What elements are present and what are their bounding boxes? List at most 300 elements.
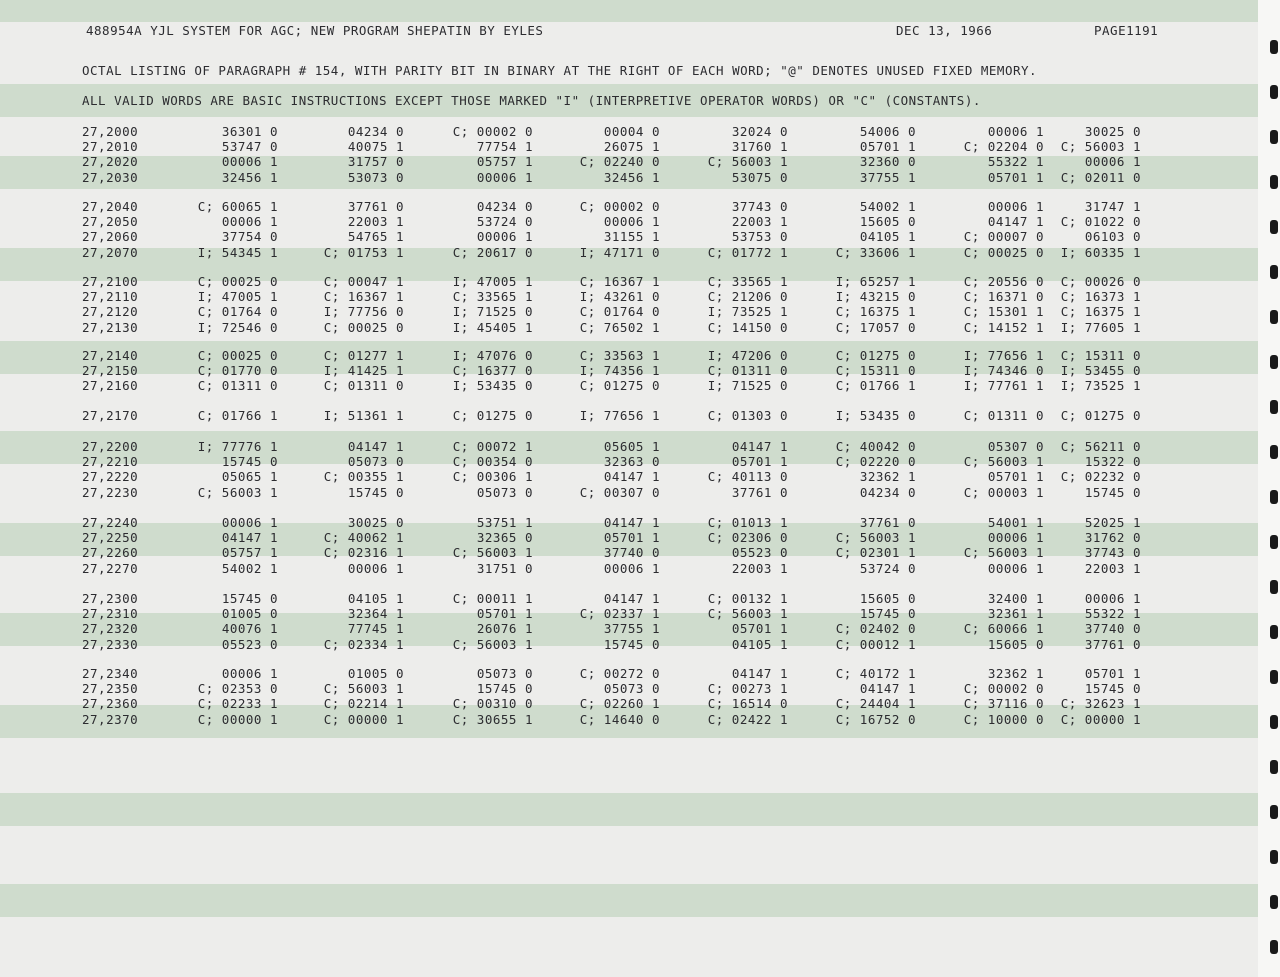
octal-word: 04105 1 [347, 591, 404, 606]
octal-word: 36301 0 [221, 124, 278, 139]
octal-word: C; 02334 1 [323, 636, 404, 652]
octal-word: C; 02337 1 [579, 606, 660, 622]
octal-word: I; 43215 0 [835, 289, 916, 305]
octal-word: I; 73525 1 [707, 304, 788, 320]
octal-word: I; 43261 0 [579, 289, 660, 305]
octal-word: C; 02306 0 [707, 530, 788, 546]
octal-word: C; 00000 1 [1060, 711, 1141, 727]
octal-word: 37740 0 [1084, 621, 1141, 637]
sprocket-hole [1270, 355, 1278, 369]
octal-word: C; 00002 0 [579, 199, 660, 214]
octal-word: 31762 0 [1084, 530, 1141, 546]
octal-word: C; 00310 0 [452, 696, 533, 712]
octal-word: 37743 0 [731, 199, 788, 214]
octal-word: C; 01275 0 [579, 378, 660, 394]
octal-word: C; 56003 1 [197, 484, 278, 500]
octal-word: 30025 0 [347, 515, 404, 530]
octal-word: C; 01764 0 [579, 304, 660, 320]
octal-word: 15745 0 [221, 454, 278, 470]
row-address: 27,2340 [82, 666, 139, 681]
octal-word: C; 01311 0 [323, 378, 404, 394]
octal-word: 55322 1 [1084, 606, 1141, 622]
row-address: 27,2050 [82, 214, 139, 230]
octal-word: C; 16375 1 [835, 304, 916, 320]
octal-word: 31747 1 [1084, 199, 1141, 214]
octal-word: 04147 1 [221, 530, 278, 546]
octal-word: I; 77756 0 [323, 304, 404, 320]
octal-word: 40075 1 [347, 139, 404, 155]
octal-word: C; 01013 1 [707, 515, 788, 530]
octal-word: 32364 1 [347, 606, 404, 622]
octal-word: I; 45405 1 [452, 319, 533, 335]
octal-word: 04147 1 [603, 469, 660, 485]
octal-word: C; 02353 0 [197, 681, 278, 697]
octal-word: 32360 0 [859, 154, 916, 170]
octal-word: C; 02011 0 [1060, 169, 1141, 185]
octal-word: 00006 1 [987, 560, 1044, 576]
octal-word: 05757 1 [221, 545, 278, 561]
row-address: 27,2270 [82, 560, 139, 576]
octal-word: C; 00000 1 [323, 711, 404, 727]
row-address: 27,2000 [82, 124, 139, 139]
octal-word: 04234 0 [476, 199, 533, 214]
octal-word: C; 16375 1 [1060, 304, 1141, 320]
octal-word: 15745 0 [1084, 681, 1141, 697]
octal-word: I; 74356 1 [579, 363, 660, 379]
row-address: 27,2260 [82, 545, 139, 561]
octal-word: 22003 1 [347, 214, 404, 230]
octal-word: 53075 0 [731, 169, 788, 185]
octal-word: 04147 1 [731, 439, 788, 454]
octal-word: 54006 0 [859, 124, 916, 139]
octal-word: C; 00354 0 [452, 454, 533, 470]
octal-word: C; 00072 1 [452, 439, 533, 454]
octal-word: I; 47171 0 [579, 244, 660, 260]
octal-word: I; 71525 0 [707, 378, 788, 394]
octal-word: C; 00011 1 [452, 591, 533, 606]
octal-word: C; 02220 0 [835, 454, 916, 470]
octal-word: 52025 1 [1084, 515, 1141, 530]
octal-word: 00006 1 [603, 560, 660, 576]
paper-band [0, 793, 1258, 826]
row-address: 27,2330 [82, 636, 139, 652]
octal-word: C; 33606 1 [835, 244, 916, 260]
octal-word: 05073 0 [603, 681, 660, 697]
octal-word: C; 00272 0 [579, 666, 660, 681]
octal-word: C; 16373 1 [1060, 289, 1141, 305]
octal-word: 04147 1 [603, 591, 660, 606]
sprocket-hole [1270, 895, 1278, 909]
octal-word: C; 00002 0 [963, 681, 1044, 697]
octal-word: 37740 0 [603, 545, 660, 561]
octal-word: C; 01275 0 [452, 408, 533, 423]
octal-word: 00006 1 [221, 515, 278, 530]
octal-word: 15322 0 [1084, 454, 1141, 470]
octal-word: 55322 1 [987, 154, 1044, 170]
octal-word: 05307 0 [987, 439, 1044, 454]
octal-word: 54002 1 [859, 199, 916, 214]
octal-word: 31155 1 [603, 229, 660, 245]
octal-word: 04147 1 [859, 681, 916, 697]
octal-word: C; 16371 0 [963, 289, 1044, 305]
octal-word: 53753 0 [731, 229, 788, 245]
octal-word: 05701 1 [731, 621, 788, 637]
octal-word: C; 00307 0 [579, 484, 660, 500]
octal-word: 00006 1 [347, 560, 404, 576]
octal-word: 32362 1 [859, 469, 916, 485]
octal-word: C; 14640 0 [579, 711, 660, 727]
octal-word: C; 15311 0 [1060, 348, 1141, 363]
octal-word: C; 16367 1 [579, 274, 660, 289]
sprocket-hole [1270, 310, 1278, 324]
octal-word: I; 77761 1 [963, 378, 1044, 394]
octal-word: 30025 0 [1084, 124, 1141, 139]
intro-line-1: OCTAL LISTING OF PARAGRAPH # 154, WITH PARITY BIT IN BINARY AT THE RIGHT OF EACH WORD; "@" DENOTES UNUSED FIXED MEMORY. [82, 63, 1038, 78]
octal-word: I; 77656 1 [963, 348, 1044, 363]
octal-word: C; 02260 1 [579, 696, 660, 712]
octal-word: C; 16377 0 [452, 363, 533, 379]
octal-word: C; 17057 0 [835, 319, 916, 335]
octal-word: 32456 1 [603, 169, 660, 185]
octal-word: C; 16752 0 [835, 711, 916, 727]
tractor-feed-strip [1258, 0, 1280, 977]
sprocket-hole [1270, 715, 1278, 729]
sprocket-hole [1270, 40, 1278, 54]
octal-word: 04147 1 [731, 666, 788, 681]
row-address: 27,2300 [82, 591, 139, 606]
octal-word: C; 00007 0 [963, 229, 1044, 245]
octal-word: C; 20617 0 [452, 244, 533, 260]
row-address: 27,2200 [82, 439, 139, 454]
octal-word: 05757 1 [476, 154, 533, 170]
octal-word: C; 56003 1 [707, 606, 788, 622]
octal-word: 04234 0 [347, 124, 404, 139]
octal-word: C; 00026 0 [1060, 274, 1141, 289]
octal-word: 37761 0 [859, 515, 916, 530]
octal-word: 06103 0 [1084, 229, 1141, 245]
octal-word: 00004 0 [603, 124, 660, 139]
octal-word: C; 02422 1 [707, 711, 788, 727]
octal-word: 00006 1 [1084, 591, 1141, 606]
octal-word: C; 02232 0 [1060, 469, 1141, 485]
octal-word: 37755 1 [859, 169, 916, 185]
octal-word: C; 15311 0 [835, 363, 916, 379]
octal-word: C; 01311 0 [707, 363, 788, 379]
octal-word: 31760 1 [731, 139, 788, 155]
octal-word: I; 77656 1 [579, 408, 660, 423]
octal-word: 37755 1 [603, 621, 660, 637]
row-address: 27,2230 [82, 484, 139, 500]
octal-word: C; 00003 1 [963, 484, 1044, 500]
octal-word: I; 77776 1 [197, 439, 278, 454]
octal-word: 53724 0 [859, 560, 916, 576]
octal-word: I; 77605 1 [1060, 319, 1141, 335]
octal-word: 53724 0 [476, 214, 533, 230]
octal-word: 05073 0 [476, 666, 533, 681]
octal-word: C; 30655 1 [452, 711, 533, 727]
octal-word: 37761 0 [347, 199, 404, 214]
octal-word: 15745 0 [1084, 484, 1141, 500]
octal-word: 26076 1 [476, 621, 533, 637]
octal-word: 01005 0 [221, 606, 278, 622]
octal-word: C; 56003 1 [323, 681, 404, 697]
row-address: 27,2120 [82, 304, 139, 320]
octal-word: I; 65257 1 [835, 274, 916, 289]
octal-word: C; 60066 1 [963, 621, 1044, 637]
octal-word: C; 02301 1 [835, 545, 916, 561]
octal-word: I; 51361 1 [323, 408, 404, 423]
header-title: 488954A YJL SYSTEM FOR AGC; NEW PROGRAM SHEPATIN BY EYLES [86, 23, 544, 38]
octal-word: 15605 0 [859, 591, 916, 606]
row-address: 27,2370 [82, 711, 139, 727]
octal-word: 15745 0 [859, 606, 916, 622]
row-address: 27,2360 [82, 696, 139, 712]
row-address: 27,2130 [82, 319, 139, 335]
octal-word: I; 60335 1 [1060, 244, 1141, 260]
octal-word: C; 00273 1 [707, 681, 788, 697]
octal-word: C; 01766 1 [835, 378, 916, 394]
octal-word: 05701 1 [859, 139, 916, 155]
octal-word: 00006 1 [1084, 154, 1141, 170]
octal-word: C; 00012 1 [835, 636, 916, 652]
octal-word: 04147 1 [347, 439, 404, 454]
octal-word: 00006 1 [987, 199, 1044, 214]
octal-word: I; 53455 0 [1060, 363, 1141, 379]
sprocket-hole [1270, 220, 1278, 234]
sprocket-hole [1270, 760, 1278, 774]
sprocket-hole [1270, 940, 1278, 954]
octal-word: 04105 1 [731, 636, 788, 652]
octal-word: 00006 1 [221, 214, 278, 230]
octal-word: C; 01770 0 [197, 363, 278, 379]
octal-word: 15745 0 [347, 484, 404, 500]
octal-word: 04105 1 [859, 229, 916, 245]
row-address: 27,2310 [82, 606, 139, 622]
sprocket-hole [1270, 805, 1278, 819]
octal-word: C; 00002 0 [452, 124, 533, 139]
row-address: 27,2320 [82, 621, 139, 637]
octal-word: 77754 1 [476, 139, 533, 155]
octal-word: 22003 1 [731, 214, 788, 230]
sprocket-hole [1270, 400, 1278, 414]
row-address: 27,2110 [82, 289, 139, 305]
octal-word: 00006 1 [603, 214, 660, 230]
sprocket-hole [1270, 535, 1278, 549]
octal-word: C; 14150 0 [707, 319, 788, 335]
octal-word: C; 14152 1 [963, 319, 1044, 335]
row-address: 27,2150 [82, 363, 139, 379]
octal-word: C; 01275 0 [1060, 408, 1141, 423]
octal-word: C; 01311 0 [197, 378, 278, 394]
octal-word: C; 24404 1 [835, 696, 916, 712]
octal-word: 40076 1 [221, 621, 278, 637]
intro-line-2: ALL VALID WORDS ARE BASIC INSTRUCTIONS EXCEPT THOSE MARKED "I" (INTERPRETIVE OPERATOR WORDS) OR "C" (CONSTANTS). [82, 93, 981, 108]
octal-word: C; 01772 1 [707, 244, 788, 260]
octal-word: C; 01303 0 [707, 408, 788, 423]
octal-word: C; 40042 0 [835, 439, 916, 454]
sprocket-hole [1270, 130, 1278, 144]
sprocket-hole [1270, 445, 1278, 459]
octal-word: 32400 1 [987, 591, 1044, 606]
sprocket-hole [1270, 670, 1278, 684]
octal-word: 05701 1 [476, 606, 533, 622]
octal-word: 32365 0 [476, 530, 533, 546]
octal-word: I; 41425 1 [323, 363, 404, 379]
octal-word: C; 00025 0 [963, 244, 1044, 260]
octal-word: C; 76502 1 [579, 319, 660, 335]
row-address: 27,2060 [82, 229, 139, 245]
octal-word: 32363 0 [603, 454, 660, 470]
octal-word: C; 00000 1 [197, 711, 278, 727]
octal-word: C; 56211 0 [1060, 439, 1141, 454]
octal-word: 37754 0 [221, 229, 278, 245]
octal-word: I; 47005 1 [197, 289, 278, 305]
octal-word: C; 16367 1 [323, 289, 404, 305]
octal-word: I; 73525 1 [1060, 378, 1141, 394]
octal-word: C; 01753 1 [323, 244, 404, 260]
octal-word: 53073 0 [347, 169, 404, 185]
octal-word: C; 56003 1 [835, 530, 916, 546]
octal-word: C; 56003 1 [1060, 139, 1141, 155]
octal-word: I; 53435 0 [835, 408, 916, 423]
octal-word: I; 71525 0 [452, 304, 533, 320]
octal-word: 32362 1 [987, 666, 1044, 681]
octal-word: I; 47206 0 [707, 348, 788, 363]
octal-word: 37761 0 [1084, 636, 1141, 652]
octal-word: 05523 0 [731, 545, 788, 561]
octal-word: C; 02204 0 [963, 139, 1044, 155]
octal-word: 00006 1 [476, 229, 533, 245]
octal-word: C; 56003 1 [452, 545, 533, 561]
row-address: 27,2070 [82, 244, 139, 260]
octal-word: 15605 0 [987, 636, 1044, 652]
octal-word: C; 01764 0 [197, 304, 278, 320]
octal-word: 31751 0 [476, 560, 533, 576]
octal-word: 22003 1 [1084, 560, 1141, 576]
octal-word: 00006 1 [987, 124, 1044, 139]
sprocket-hole [1270, 850, 1278, 864]
sprocket-hole [1270, 490, 1278, 504]
row-address: 27,2010 [82, 139, 139, 155]
octal-word: 04147 1 [603, 515, 660, 530]
octal-word: C; 56003 1 [963, 454, 1044, 470]
octal-word: 15745 0 [221, 591, 278, 606]
octal-word: 05523 0 [221, 636, 278, 652]
row-address: 27,2100 [82, 274, 139, 289]
octal-word: 00006 1 [221, 154, 278, 170]
row-address: 27,2030 [82, 169, 139, 185]
octal-word: 22003 1 [731, 560, 788, 576]
octal-word: 37743 0 [1084, 545, 1141, 561]
header-page: PAGE1191 [1094, 23, 1159, 38]
row-address: 27,2250 [82, 530, 139, 546]
octal-word: C; 00355 1 [323, 469, 404, 485]
sprocket-hole [1270, 625, 1278, 639]
octal-word: C; 02402 0 [835, 621, 916, 637]
octal-word: C; 56003 1 [707, 154, 788, 170]
octal-word: 26075 1 [603, 139, 660, 155]
octal-word: C; 01766 1 [197, 408, 278, 423]
octal-word: 00006 1 [221, 666, 278, 681]
octal-word: 31757 0 [347, 154, 404, 170]
row-address: 27,2210 [82, 454, 139, 470]
octal-word: C; 33565 1 [452, 289, 533, 305]
octal-word: C; 10000 0 [963, 711, 1044, 727]
octal-word: 05073 0 [347, 454, 404, 470]
octal-word: C; 01275 0 [835, 348, 916, 363]
octal-word: 05701 1 [987, 469, 1044, 485]
octal-word: C; 21206 0 [707, 289, 788, 305]
octal-word: C; 33565 1 [707, 274, 788, 289]
octal-word: C; 16514 0 [707, 696, 788, 712]
octal-word: C; 00306 1 [452, 469, 533, 485]
row-address: 27,2140 [82, 348, 139, 363]
octal-word: C; 56003 1 [452, 636, 533, 652]
octal-word: C; 37116 0 [963, 696, 1044, 712]
octal-word: I; 72546 0 [197, 319, 278, 335]
row-address: 27,2160 [82, 378, 139, 394]
octal-word: 32361 1 [987, 606, 1044, 622]
octal-word: 15745 0 [476, 681, 533, 697]
octal-word: C; 40062 1 [323, 530, 404, 546]
octal-word: 05701 1 [1084, 666, 1141, 681]
octal-word: 53751 1 [476, 515, 533, 530]
row-address: 27,2220 [82, 469, 139, 485]
octal-word: I; 47005 1 [452, 274, 533, 289]
row-address: 27,2240 [82, 515, 139, 530]
octal-word: C; 00025 0 [197, 274, 278, 289]
octal-word: 15605 0 [859, 214, 916, 230]
row-address: 27,2170 [82, 408, 139, 423]
octal-word: C; 32623 1 [1060, 696, 1141, 712]
octal-word: 04147 1 [987, 214, 1044, 230]
octal-word: C; 40113 0 [707, 469, 788, 485]
header-date: DEC 13, 1966 [896, 23, 993, 38]
row-address: 27,2350 [82, 681, 139, 697]
octal-word: C; 56003 1 [963, 545, 1044, 561]
row-address: 27,2020 [82, 154, 139, 170]
sprocket-hole [1270, 265, 1278, 279]
octal-word: C; 02316 1 [323, 545, 404, 561]
octal-word: C; 00047 1 [323, 274, 404, 289]
octal-word: C; 15301 1 [963, 304, 1044, 320]
octal-word: 54001 1 [987, 515, 1044, 530]
octal-word: C; 02240 0 [579, 154, 660, 170]
octal-word: 05073 0 [476, 484, 533, 500]
row-address: 27,2040 [82, 199, 139, 214]
octal-word: 00006 1 [476, 169, 533, 185]
octal-word: 54765 1 [347, 229, 404, 245]
sprocket-hole [1270, 580, 1278, 594]
octal-word: 00006 1 [987, 530, 1044, 546]
octal-word: C; 01311 0 [963, 408, 1044, 423]
octal-word: 05701 1 [603, 530, 660, 546]
octal-word: C; 01022 0 [1060, 214, 1141, 230]
sprocket-hole [1270, 175, 1278, 189]
octal-word: C; 33563 1 [579, 348, 660, 363]
octal-word: 05605 1 [603, 439, 660, 454]
octal-word: I; 53435 0 [452, 378, 533, 394]
octal-word: 53747 0 [221, 139, 278, 155]
octal-word: I; 54345 1 [197, 244, 278, 260]
octal-word: 77745 1 [347, 621, 404, 637]
octal-word: C; 00025 0 [323, 319, 404, 335]
octal-word: C; 00132 1 [707, 591, 788, 606]
octal-word: I; 74346 0 [963, 363, 1044, 379]
octal-word: I; 47076 0 [452, 348, 533, 363]
octal-word: 37761 0 [731, 484, 788, 500]
octal-word: 05701 1 [987, 169, 1044, 185]
